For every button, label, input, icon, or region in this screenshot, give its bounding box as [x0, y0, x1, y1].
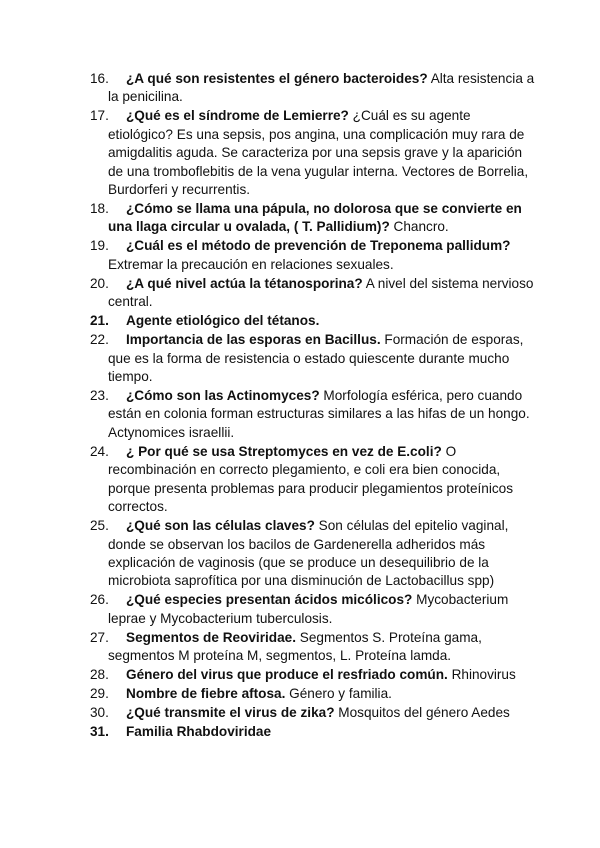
- item-question: ¿Cómo se llama una pápula, no dolorosa que se convierte en una llaga circular u ovalada, ( T. Pallidium)?: [108, 201, 522, 235]
- item-number: 29.: [90, 686, 109, 702]
- item-question: Agente etiológico del tétanos.: [126, 313, 320, 329]
- item-answer: ¿Cuál es su agente etiológico? Es una sepsis, pos angina, una complicación muy rara de amigdalitis aguda. Se caracteriza por una sepsis grave y la aparición de una tromboflebitis de la vena yugular interna. Vectores de Borrelia, Burdorferi y recurrentis.: [108, 108, 529, 198]
- list-item: [90, 70, 538, 107]
- item-question: ¿Qué transmite el virus de zika?: [126, 705, 335, 721]
- item-body: [108, 704, 538, 722]
- item-number: 18.: [90, 201, 109, 217]
- item-number: 30.: [90, 705, 109, 721]
- item-answer: Formación de esporas, que es la forma de resistencia o estado quiescente durante mucho tiempo.: [108, 332, 524, 385]
- list-item: [90, 517, 538, 591]
- item-question: ¿Qué son las células claves?: [126, 518, 315, 534]
- item-number: 26.: [90, 592, 109, 608]
- item-body: [108, 723, 538, 741]
- item-answer: Rhinovirus: [447, 667, 516, 683]
- item-question: ¿ Por qué se usa Streptomyces en vez de E.coli?: [126, 443, 442, 459]
- item-number: 28.: [90, 667, 109, 683]
- list-item: [90, 200, 538, 237]
- item-body: [108, 443, 538, 517]
- item-question: Importancia de las esporas en Bacillus.: [126, 332, 381, 348]
- item-question: ¿Cuál es el método de prevención de Treponema pallidum?: [126, 238, 511, 254]
- item-answer: Mycobacterium leprae y Mycobacterium tuberculosis.: [108, 592, 509, 626]
- item-body: [108, 517, 538, 591]
- list-item: [90, 591, 538, 628]
- item-body: [108, 70, 538, 107]
- item-body: [108, 107, 538, 199]
- item-number: 20.: [90, 275, 109, 291]
- list-item: [90, 387, 538, 442]
- item-number: 24.: [90, 443, 109, 459]
- list-item: [90, 237, 538, 274]
- item-number: 22.: [90, 332, 109, 348]
- list-item: [90, 685, 538, 703]
- item-answer: Alta resistencia a la penicilina.: [108, 71, 535, 105]
- item-number: 17.: [90, 108, 109, 124]
- list-item: [90, 107, 538, 199]
- item-body: [108, 629, 538, 666]
- item-body: [108, 200, 538, 237]
- item-question: Nombre de fiebre aftosa.: [126, 686, 286, 702]
- item-question: Familia Rhabdoviridae: [126, 724, 272, 740]
- item-number: 27.: [90, 629, 109, 645]
- item-body: [108, 331, 538, 386]
- item-body: [108, 312, 538, 330]
- item-question: ¿A qué nivel actúa la tétanosporina?: [126, 275, 363, 291]
- list-item: [90, 275, 538, 312]
- item-answer: Género y familia.: [285, 686, 392, 702]
- item-answer: Morfología esférica, pero cuando están en colonia forman estructuras similares a las hifas de un hongo. Actynomices israellii.: [108, 388, 530, 440]
- item-body: [108, 275, 538, 312]
- item-answer: Mosquitos del género Aedes: [334, 705, 510, 721]
- item-answer: Son células del epitelio vaginal, donde se observan los bacilos de Gardenerella adheridos más explicación de vaginosis (que se produce un desequilibrio de la microbiota saprofítica por una disminución de Lactobacillus spp): [108, 518, 509, 589]
- list-item: [90, 312, 538, 330]
- item-answer: O recombinación en correcto plegamiento, e coli era bien conocida, porque presenta problemas para producir plegamientos proteínicos correctos.: [108, 443, 514, 515]
- list-item: [90, 629, 538, 666]
- item-number: 16.: [90, 71, 109, 86]
- item-answer: Chancro.: [389, 219, 449, 235]
- list-item: [90, 443, 538, 517]
- item-answer: Extremar la precaución en relaciones sexuales.: [108, 256, 394, 272]
- item-number: 31.: [90, 724, 109, 740]
- list-item: [90, 666, 538, 684]
- item-number: 19.: [90, 238, 109, 254]
- item-body: [108, 237, 538, 274]
- item-number: 25.: [90, 518, 109, 534]
- item-question: Género del virus que produce el resfriado común.: [126, 667, 448, 683]
- item-body: [108, 387, 538, 442]
- item-answer: Segmentos S. Proteína gama, segmentos M proteína M, segmentos, L. Proteína lamda.: [108, 629, 482, 664]
- item-question: ¿A qué son resistentes el género bacteroides?: [126, 71, 428, 86]
- item-body: [108, 591, 538, 628]
- item-body: [108, 666, 538, 684]
- item-question: ¿Qué es el síndrome de Lemierre?: [126, 108, 349, 124]
- item-question: ¿Cómo son las Actinomyces?: [126, 388, 320, 404]
- item-question: ¿Qué especies presentan ácidos micólicos?: [126, 592, 413, 608]
- item-body: [108, 685, 538, 703]
- list-item: [90, 723, 538, 741]
- item-question: Segmentos de Reoviridae.: [126, 629, 296, 645]
- item-answer: A nivel del sistema nervioso central.: [108, 275, 534, 310]
- question-list: [90, 70, 538, 742]
- item-number: 21.: [90, 313, 109, 329]
- item-number: 23.: [90, 388, 109, 404]
- list-item: [90, 704, 538, 722]
- list-item: [90, 331, 538, 386]
